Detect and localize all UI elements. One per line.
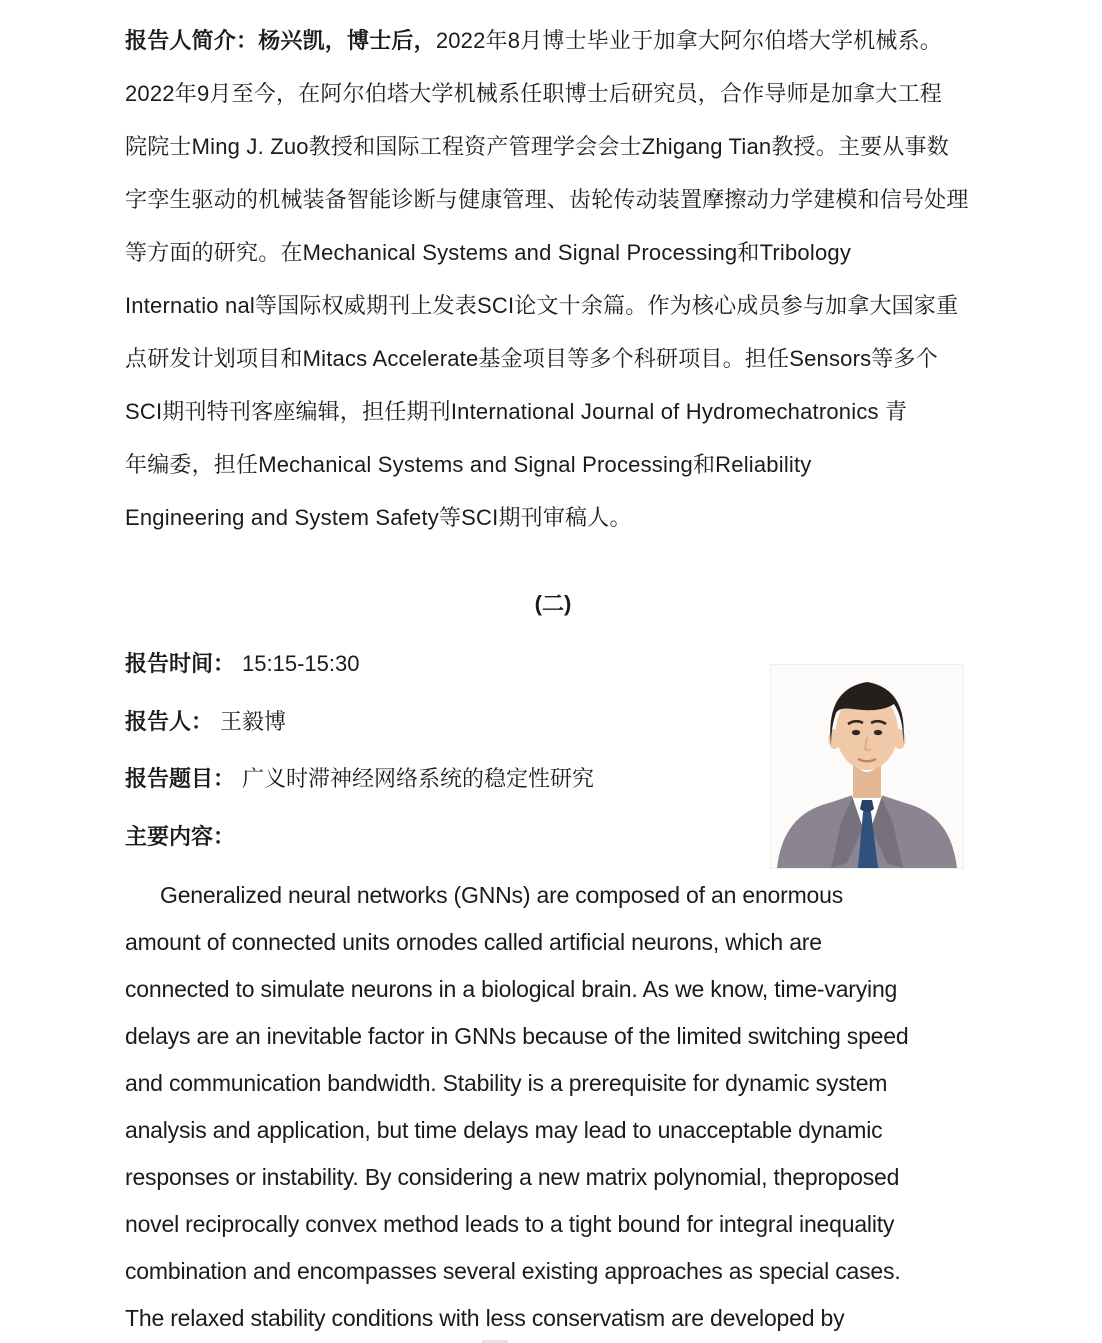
main-content-row [125,808,242,865]
eye-left [852,730,860,735]
info-label: 主要内容： [125,824,236,849]
speaker-photo [771,665,963,868]
intro-line: SCI期刊特刊客座编辑，担任期刊International Journal of Hydromechatronics 青 [125,399,908,424]
report-title-row [125,750,594,807]
info-value: 王毅博 [220,709,287,734]
info-value: 广义时滞神经网络系统的稳定性研究 [242,766,595,791]
abstract-paragraph [125,872,1005,1342]
abstract-line: analysis and application, but time delays may lead to unacceptable dynamic [125,1117,883,1143]
abstract-line: connected to simulate neurons in a biological brain. As we know, time-varying [125,976,898,1002]
abstract-line: Generalized neural networks (GNNs) are composed of an enormous [160,882,844,908]
info-label: 报告人： [125,709,214,734]
speaker-name-row [125,693,286,750]
intro-line: 字孪生驱动的机械装备智能诊断与健康管理、齿轮传动装置摩擦动力学建模和信号处理 [125,187,969,212]
abstract-line: and communication bandwidth. Stability is a prerequisite for dynamic system [125,1070,888,1096]
abstract-line: delays are an inevitable factor in GNNs because of the limited switching speed [125,1023,909,1049]
intro-line: 等方面的研究。在Mechanical Systems and Signal Processing和Tribology [125,240,852,265]
intro-line [125,14,1005,67]
intro-line: Internatio nal等国际权威期刊上发表SCI论文十余篇。作为核心成员参与加拿大国家重 [125,293,959,318]
abstract-line: combination and encompasses several existing approaches as special cases. [125,1258,901,1284]
abstract-line: responses or instability. By considering a new matrix polynomial, theproposed [125,1164,900,1190]
abstract-line: amount of connected units ornodes called artificial neurons, which are [125,929,822,955]
intro-line-text: 2022年8月博士毕业于加拿大阿尔伯塔大学机械系。 [435,28,942,53]
info-label: 报告时间： [125,651,236,676]
abstract-line: The relaxed stability conditions with less conservatism are developed by [125,1305,845,1331]
info-value: 15:15-15:30 [242,651,360,676]
intro-line: 2022年9月至今，在阿尔伯塔大学机械系任职博士后研究员，合作导师是加拿大工程 [125,81,942,106]
intro-paragraph [125,14,1005,544]
eye-right [874,730,882,735]
abstract-line: novel reciprocally convex method leads to a tight bound for integral inequality [125,1211,895,1237]
intro-line: 院院士Ming J. Zuo教授和国际工程资产管理学会会士Zhigang Tian教授。主要从事数 [125,134,949,159]
section-header: (二) [534,591,572,616]
intro-line: Engineering and System Safety等SCI期刊审稿人。 [125,505,632,530]
intro-line: 年编委，担任Mechanical Systems and Signal Processing和Reliability [125,452,812,477]
intro-lead-label: 报告人简介：杨兴凯，博士后， [125,28,436,53]
info-label: 报告题目： [125,766,236,791]
report-time-row [125,635,359,692]
intro-line: 点研发计划项目和Mitacs Accelerate基金项目等多个科研项目。担任Sensors等多个 [125,346,938,371]
